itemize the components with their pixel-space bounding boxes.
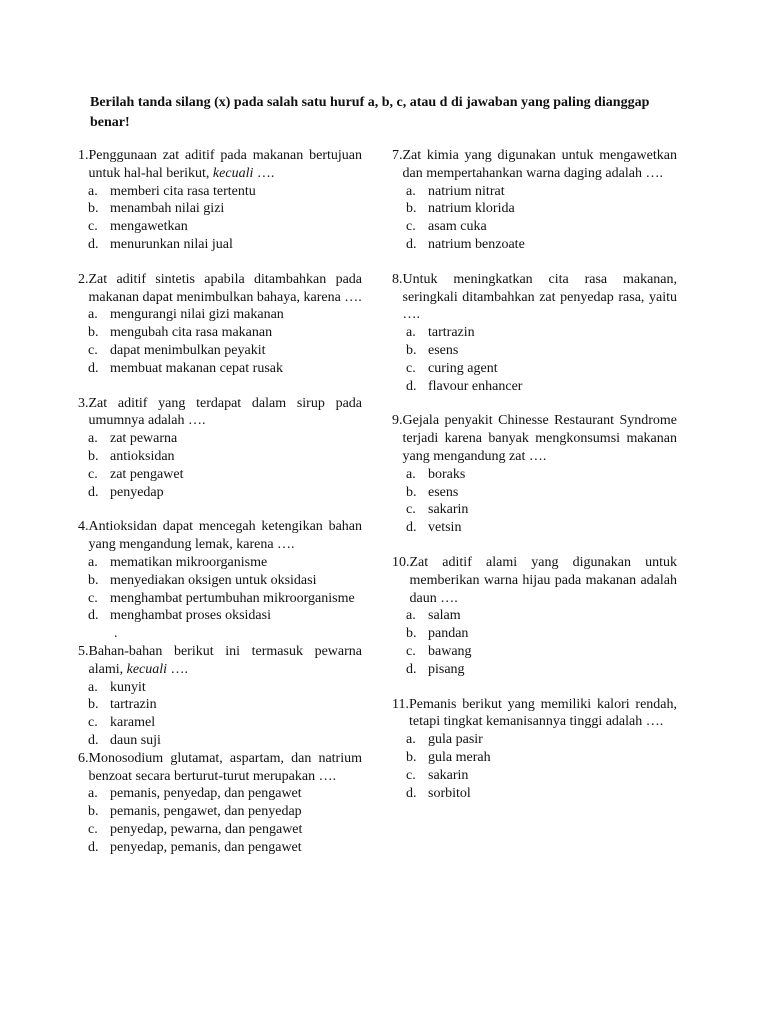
answer-option-a[interactable] [78, 430, 362, 448]
question-stem-text: Zat aditif yang terdapat dalam sirup pada umumnya adalah …. [88, 395, 362, 429]
answer-option-a[interactable] [392, 466, 677, 484]
answer-option-c[interactable] [78, 218, 362, 236]
option-letter: c. [406, 502, 416, 518]
option-letter: d. [406, 520, 417, 536]
question-number: 4. [78, 519, 89, 535]
answer-option-b[interactable] [78, 803, 362, 821]
question-text [89, 395, 363, 431]
question-ellipsis: …. [167, 661, 189, 677]
question-ellipsis: …. [253, 165, 275, 181]
option-letter: c. [88, 821, 98, 837]
option-letter: c. [88, 590, 98, 606]
answer-option-a[interactable] [392, 183, 677, 201]
option-letter: a. [88, 183, 98, 199]
question-1 [78, 147, 362, 254]
answer-option-d[interactable] [392, 785, 677, 803]
question-3 [78, 395, 362, 502]
question-number: 9. [392, 413, 403, 429]
option-text: zat pewarna [110, 431, 178, 447]
answer-option-a[interactable] [78, 306, 362, 324]
option-letter: b. [406, 626, 417, 642]
answer-option-c[interactable] [392, 501, 677, 519]
option-text: boraks [428, 466, 466, 482]
answer-option-c[interactable] [78, 342, 362, 360]
option-letter: b. [406, 484, 417, 500]
option-letter: c. [88, 342, 98, 358]
option-letter: b. [88, 697, 99, 713]
question-11 [392, 696, 677, 803]
question-text [89, 147, 363, 183]
option-letter: c. [88, 715, 98, 731]
answer-option-d[interactable] [78, 607, 362, 625]
question-stem [78, 643, 362, 679]
question-text [89, 643, 363, 679]
option-text: penyedap, pewarna, dan pengawet [110, 821, 303, 837]
option-letter: d. [406, 785, 417, 801]
question-stem-text: Untuk meningkatkan cita rasa makanan, seringkali ditambahkan zat penyedap rasa, yaitu …. [402, 271, 677, 323]
answer-option-d[interactable] [78, 484, 362, 502]
answer-option-b[interactable] [392, 625, 677, 643]
option-letter: d. [88, 839, 99, 855]
answer-option-d[interactable] [392, 519, 677, 537]
option-text: tartrazin [110, 697, 157, 713]
answer-option-a[interactable] [392, 324, 677, 342]
option-text: natrium klorida [428, 201, 515, 217]
question-9 [392, 412, 677, 537]
answer-option-b[interactable] [392, 342, 677, 360]
question-stem-text: Zat kimia yang digunakan untuk mengawetkan dan mempertahankan warna daging adalah …. [402, 148, 677, 181]
option-letter: b. [88, 448, 99, 464]
question-emphasis: kecuali [212, 165, 254, 181]
option-text: menambah nilai gizi [110, 201, 225, 217]
answer-option-c[interactable] [78, 466, 362, 484]
answer-option-d[interactable] [78, 360, 362, 378]
option-text: esens [428, 342, 459, 358]
answer-option-a[interactable] [78, 554, 362, 572]
option-text: natrium benzoate [428, 236, 525, 252]
option-text: sakarin [428, 502, 469, 518]
option-text: gula pasir [428, 732, 483, 748]
answer-option-b[interactable] [78, 448, 362, 466]
answer-option-a[interactable] [78, 785, 362, 803]
question-stem-text: Monosodium glutamat, aspartam, dan natrium benzoat secara berturut-turut merupakan …. [88, 750, 362, 784]
question-text [89, 518, 363, 554]
instruction-text: Berilah tanda silang (x) pada salah satu huruf a, b, c, atau d di jawaban yang paling dianggap benar! [90, 95, 650, 130]
question-emphasis: kecuali [126, 661, 168, 677]
question-stem [78, 750, 362, 786]
option-text: asam cuka [428, 219, 487, 235]
question-stem-text: Pemanis berikut yang memiliki kalori rendah, tetapi tingkat kemanisannya tinggi adalah …. [408, 696, 677, 730]
question-text [403, 147, 678, 183]
option-text: gula merah [428, 749, 491, 765]
option-letter: b. [406, 749, 417, 765]
question-stem [392, 147, 677, 183]
option-letter: d. [88, 236, 99, 252]
answer-option-d[interactable] [78, 236, 362, 254]
option-text: memberi cita rasa tertentu [110, 183, 256, 199]
option-text: dapat menimbulkan peyakit [110, 342, 266, 358]
question-stem [78, 518, 362, 554]
option-letter: a. [88, 679, 98, 695]
answer-option-c[interactable] [392, 360, 677, 378]
question-number: 6. [78, 750, 89, 766]
option-text: natrium nitrat [428, 183, 505, 199]
option-letter: b. [88, 572, 99, 588]
question-8 [392, 271, 677, 396]
stray-dot: . [114, 626, 118, 642]
question-text [409, 696, 677, 732]
option-text: menyediakan oksigen untuk oksidasi [110, 572, 317, 588]
option-text: mengawetkan [110, 219, 188, 235]
question-number: 10. [392, 554, 410, 570]
option-text: daun suji [110, 732, 161, 748]
answer-option-c[interactable] [78, 821, 362, 839]
question-stem-text: Zat aditif sintetis apabila ditambahkan pada makanan dapat menimbulkan bahaya, karena …. [88, 271, 362, 305]
answer-option-a[interactable] [392, 731, 677, 749]
option-letter: c. [88, 219, 98, 235]
option-text: vetsin [428, 520, 462, 536]
answer-option-b[interactable] [392, 200, 677, 218]
answer-option-d[interactable] [78, 732, 362, 750]
option-letter: d. [406, 378, 417, 394]
question-4 [78, 518, 362, 643]
option-letter: b. [88, 325, 99, 341]
answer-option-a[interactable] [78, 183, 362, 201]
question-stem-text: Penggunaan zat aditif pada makanan bertujuan untuk hal-hal berikut, [88, 148, 362, 181]
option-text: menghambat proses oksidasi [110, 608, 271, 624]
question-text [403, 271, 678, 324]
option-text: bawang [428, 643, 472, 659]
answer-option-c[interactable] [392, 767, 677, 785]
option-text: pisang [428, 661, 465, 677]
question-stem [392, 554, 677, 607]
option-letter: b. [406, 342, 417, 358]
option-letter: a. [406, 183, 416, 199]
option-text: pandan [428, 626, 469, 642]
option-letter: d. [88, 360, 99, 376]
answer-option-d[interactable] [392, 661, 677, 679]
question-10 [392, 554, 677, 679]
answer-option-d[interactable] [78, 839, 362, 857]
answer-option-d[interactable] [392, 378, 677, 396]
option-text: kunyit [110, 679, 146, 695]
option-letter: a. [406, 325, 416, 341]
option-letter: d. [406, 236, 417, 252]
option-letter: b. [88, 201, 99, 217]
question-text [89, 271, 363, 307]
option-text: esens [428, 484, 459, 500]
question-number: 2. [78, 271, 89, 287]
option-letter: c. [406, 643, 416, 659]
option-text: sakarin [428, 767, 469, 783]
question-stem-text: Antioksidan dapat mencegah ketengikan bahan yang mengandung lemak, karena …. [88, 519, 362, 553]
question-text [89, 750, 363, 786]
option-text: tartrazin [428, 325, 475, 341]
left-column [78, 147, 362, 873]
answer-option-c[interactable] [78, 714, 362, 732]
question-stem-text: Bahan-bahan berikut ini termasuk pewarna alami, [88, 643, 362, 677]
answer-option-d[interactable] [392, 236, 677, 254]
option-letter: a. [406, 466, 416, 482]
option-text: pemanis, penyedap, dan pengawet [110, 786, 302, 802]
question-5 [78, 643, 362, 750]
question-text [403, 412, 678, 465]
option-text: curing agent [428, 360, 498, 376]
question-number: 5. [78, 643, 89, 659]
option-letter: a. [406, 732, 416, 748]
question-stem [78, 271, 362, 307]
option-text: menurunkan nilai jual [110, 236, 233, 252]
answer-option-b[interactable] [78, 200, 362, 218]
option-letter: c. [406, 219, 416, 235]
question-stem [78, 147, 362, 183]
option-letter: d. [406, 661, 417, 677]
question-stem [392, 271, 677, 324]
option-letter: c. [406, 767, 416, 783]
right-column [392, 147, 677, 819]
answer-option-b[interactable] [78, 572, 362, 590]
answer-option-a[interactable] [78, 679, 362, 697]
answer-option-a[interactable] [392, 607, 677, 625]
answer-option-b[interactable] [392, 484, 677, 502]
answer-option-b[interactable] [78, 696, 362, 714]
question-7 [392, 147, 677, 254]
answer-option-b[interactable] [392, 749, 677, 767]
option-letter: d. [88, 608, 99, 624]
question-6 [78, 750, 362, 857]
question-stem-text: Gejala penyakit Chinesse Restaurant Syndrome terjadi karena banyak mengkonsumsi makanan yang mengandung zat …. [402, 413, 677, 464]
answer-option-c[interactable] [392, 218, 677, 236]
question-text [410, 554, 678, 607]
option-text: penyedap, pemanis, dan pengawet [110, 839, 302, 855]
question-number: 8. [392, 271, 403, 287]
question-number: 1. [78, 148, 89, 163]
option-letter: c. [88, 466, 98, 482]
question-stem [392, 696, 677, 732]
option-letter: a. [88, 554, 98, 570]
option-text: sorbitol [428, 785, 471, 801]
question-number: 3. [78, 395, 89, 411]
option-text: pemanis, pengawet, dan penyedap [110, 804, 302, 820]
answer-option-c[interactable] [78, 590, 362, 608]
option-text: salam [428, 608, 461, 624]
option-letter: b. [88, 804, 99, 820]
option-text: mengurangi nilai gizi makanan [110, 307, 284, 323]
option-text: membuat makanan cepat rusak [110, 360, 283, 376]
option-text: karamel [110, 715, 156, 731]
option-text: mengubah cita rasa makanan [110, 325, 273, 341]
option-letter: c. [406, 360, 416, 376]
option-text: mematikan mikroorganisme [110, 554, 268, 570]
option-letter: a. [88, 307, 98, 323]
option-letter: a. [88, 431, 98, 447]
answer-option-c[interactable] [392, 643, 677, 661]
question-stem [392, 412, 677, 465]
option-letter: b. [406, 201, 417, 217]
question-stem-text: Zat aditif alami yang digunakan untuk memberikan warna hijau pada makanan adalah daun …. [409, 554, 677, 606]
question-2 [78, 271, 362, 378]
option-letter: a. [88, 786, 98, 802]
option-text: flavour enhancer [428, 378, 523, 394]
question-number: 7. [392, 148, 403, 163]
option-letter: d. [88, 484, 99, 500]
answer-option-b[interactable] [78, 324, 362, 342]
question-stem [78, 395, 362, 431]
option-letter: a. [406, 608, 416, 624]
question-number: 11. [392, 696, 409, 712]
option-text: zat pengawet [110, 466, 184, 482]
option-text: antioksidan [110, 448, 175, 464]
option-text: penyedap [110, 484, 164, 500]
option-text: menghambat pertumbuhan mikroorganisme [110, 590, 355, 606]
option-letter: d. [88, 732, 99, 748]
